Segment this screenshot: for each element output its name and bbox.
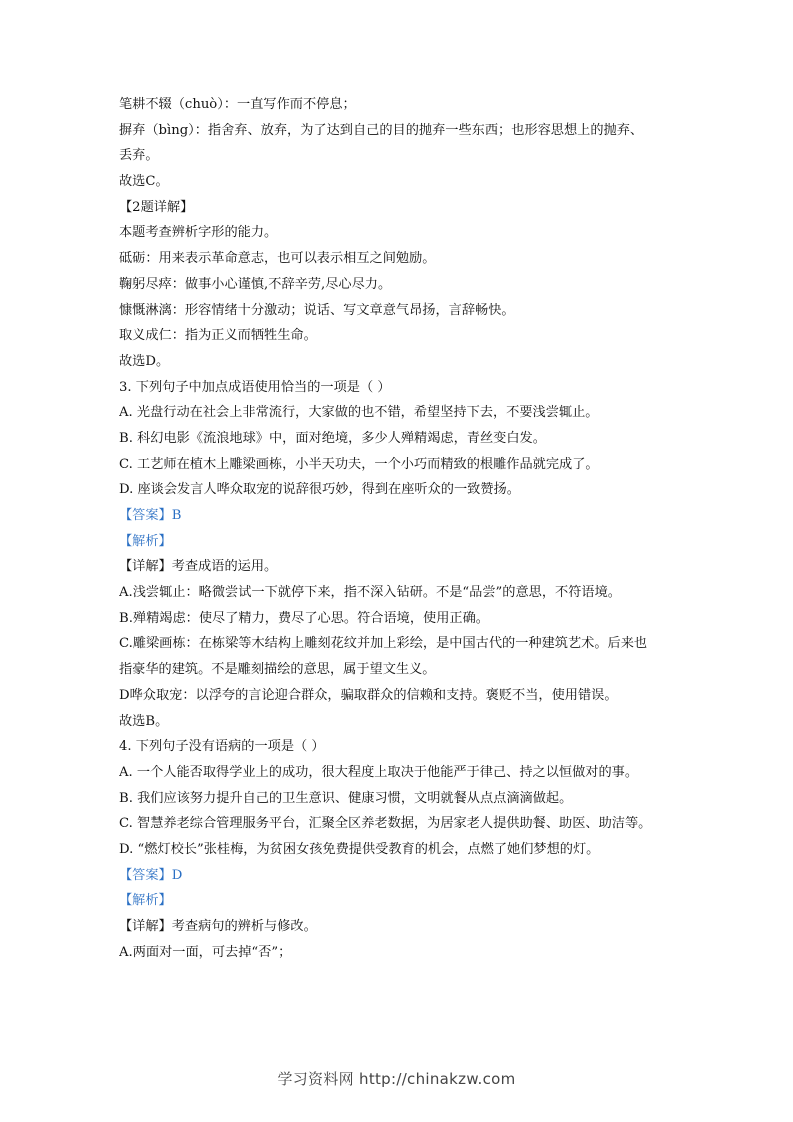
analysis-label: 【解析】 bbox=[119, 533, 172, 549]
answer-label: 【答案】B bbox=[119, 508, 182, 523]
text-line: 【详解】考查成语的运用。 bbox=[119, 559, 278, 575]
option-d: D. 座谈会发言人哗众取宠的说辞很巧妙，得到在座听众的一致赞扬。 bbox=[119, 482, 520, 498]
option-d: D. “燃灯校长”张桂梅，为贫困女孩免费提供受教育的机会，点燃了她们梦想的灯。 bbox=[119, 841, 600, 857]
text-line: A.浅尝辄止：略微尝试一下就停下来，指不深入钻研。不是“品尝”的意思，不符语境。 bbox=[119, 585, 621, 601]
text-line: 指豪华的建筑。不是雕刻描绘的意思，属于望文生义。 bbox=[119, 662, 436, 678]
question-stem: 4. 下列句子没有语病的一项是（ ） bbox=[119, 739, 325, 755]
analysis-label: 【解析】 bbox=[119, 893, 172, 909]
text-line: 丢弃。 bbox=[119, 148, 159, 164]
option-a: A. 一个人能否取得学业上的成功，很大程度上取决于他能严于律己、持之以恒做对的事。 bbox=[119, 764, 639, 780]
option-b: B. 科幻电影《流浪地球》中，面对绝境，多少人殚精竭虑，青丝变白发。 bbox=[119, 430, 546, 446]
option-a: A. 光盘行动在社会上非常流行，大家做的也不错，希望坚持下去，不要浅尝辄止。 bbox=[119, 405, 599, 421]
option-c: C. 智慧养老综合管理服务平台，汇聚全区养老数据，为居家老人提供助餐、助医、助洁等。 bbox=[119, 816, 652, 832]
text-line: B.殚精竭虑：使尽了精力，费尽了心思。符合语境，使用正确。 bbox=[119, 610, 489, 626]
text-line: 慷慨淋漓：形容情绪十分激动；说话、写文章意气昂扬，言辞畅快。 bbox=[119, 302, 515, 318]
text-line: 摒弃（bìng）：指舍弃、放弃，为了达到自己的目的抛弃一些东西；也形容思想上的抛弃、 bbox=[119, 122, 644, 138]
option-c: C. 工艺师在植木上雕梁画栋，小半天功夫，一个小巧而精致的根雕作品就完成了。 bbox=[119, 456, 599, 472]
page-footer: 学习资料网 http://chinakzw.com bbox=[277, 1070, 516, 1088]
text-line: C.雕梁画栋：在栋梁等木结构上雕刻花纹并加上彩绘，是中国古代的一种建筑艺术。后来也 bbox=[119, 636, 648, 652]
question-stem: 3. 下列句子中加点成语使用恰当的一项是（ ） bbox=[119, 379, 391, 395]
text-line: 砥砺：用来表示革命意志，也可以表示相互之间勉励。 bbox=[119, 251, 436, 267]
text-line: 笔耕不辍（chuò）：一直写作而不停息； bbox=[119, 97, 356, 112]
text-line: A.两面对一面，可去掉“否”； bbox=[119, 944, 292, 960]
text-line: 故选C。 bbox=[119, 174, 169, 190]
text-line: D哗众取宠：以浮夸的言论迎合群众，骗取群众的信赖和支持。褒贬不当，使用错误。 bbox=[119, 687, 618, 703]
text-line: 故选D。 bbox=[119, 353, 170, 369]
text-line: 本题考查辨析字形的能力。 bbox=[119, 225, 278, 241]
text-line: 故选B。 bbox=[119, 713, 169, 729]
answer-label: 【答案】D bbox=[119, 867, 183, 883]
text-line: 取义成仁：指为正义而牺牲生命。 bbox=[119, 328, 317, 344]
text-line: 【详解】考查病句的辨析与修改。 bbox=[119, 919, 317, 934]
text-line: 鞠躬尽瘁：做事小心谨慎,不辞辛劳,尽心尽力。 bbox=[119, 276, 392, 292]
option-b: B. 我们应该努力提升自己的卫生意识、健康习惯，文明就餐从点点滴滴做起。 bbox=[119, 790, 573, 806]
document-body bbox=[119, 92, 694, 965]
section-heading: 【2题详解】 bbox=[119, 199, 194, 215]
